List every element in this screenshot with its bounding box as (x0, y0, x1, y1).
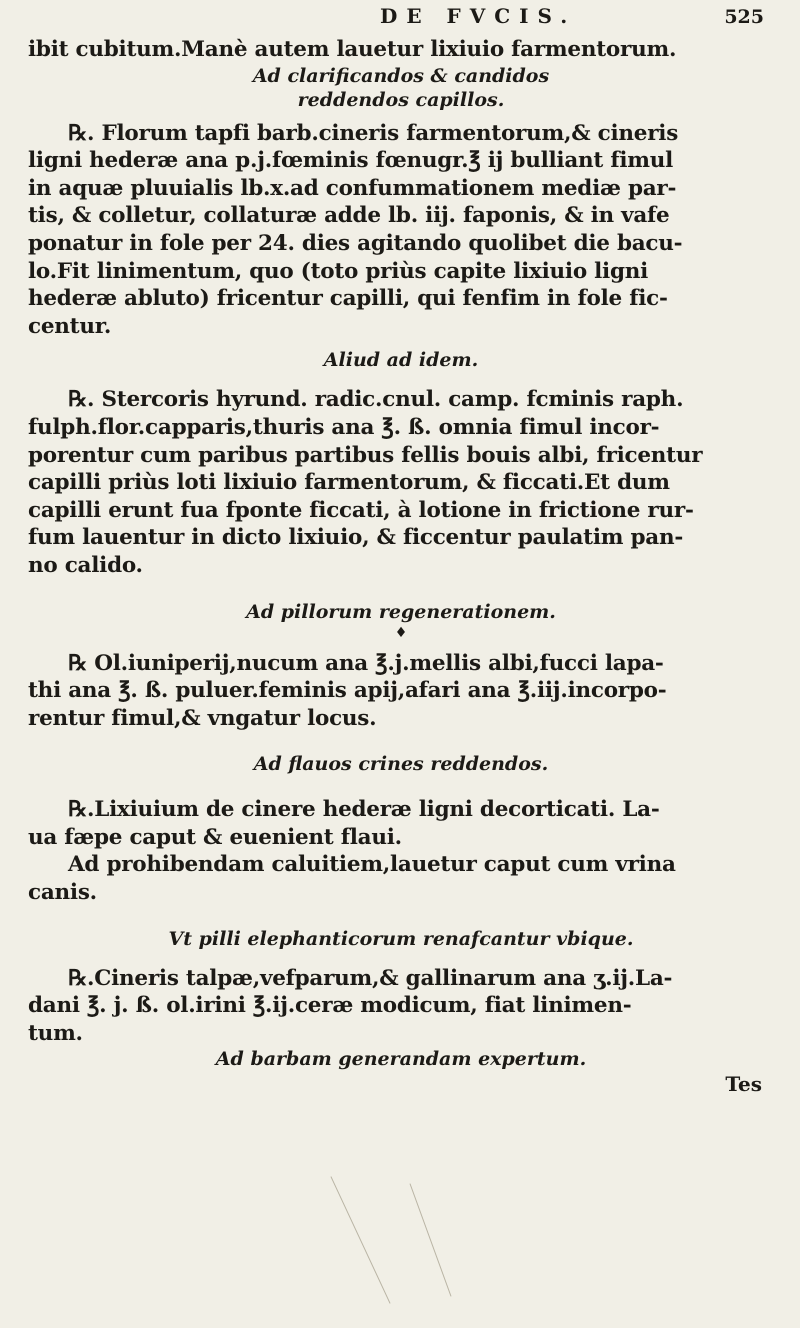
text-line: Ad prohibendam caluitiem,lauetur caput cum vrina (68, 852, 676, 878)
text-line: thi ana ℥. ß. puluer.feminis apij,afari ana ℥.iij.incorpo- (28, 678, 667, 704)
page-number: 525 (724, 6, 764, 28)
text-line: ligni hederæ ana p.j.fœminis fœnugr.℥ ij bulliant fimul (28, 148, 674, 174)
text-line: rentur fimul,& vngatur locus. (28, 705, 377, 731)
ornament-icon: ♦ (394, 624, 408, 641)
bleed-through-line (410, 1183, 452, 1296)
text-line: centur. (28, 313, 112, 339)
text-line: capilli erunt fua fponte ficcati, à lotione in frictione rur- (28, 497, 694, 523)
text-line: hederæ abluto) fricentur capilli, qui fenfim in fole fic- (28, 286, 668, 312)
text-line: ℞. Florum tapfi barb.cineris farmentorum,& cineris (68, 120, 679, 146)
section-heading: Ad clarificandos & candidos (252, 64, 550, 87)
section-heading: Vt pilli elephanticorum renafcantur vbique. (168, 927, 634, 950)
text-line: canis. (28, 880, 97, 906)
section-heading: Ad flauos crines reddendos. (253, 753, 549, 776)
section-heading: Ad barbam generandam expertum. (215, 1048, 587, 1071)
section-heading: reddendos capillos. (297, 88, 505, 111)
text-line: lo.Fit linimentum, quo (toto priùs capite lixiuio ligni (28, 258, 649, 284)
text-line: ℞.Cineris talpæ,vefparum,& gallinarum ana ʒ.ij.La- (68, 965, 673, 991)
running-title: DE FVCIS. (380, 4, 577, 28)
text-line: ℞.Lixiuium de cinere hederæ ligni decorticati. La- (68, 797, 660, 823)
text-line: capilli priùs loti lixiuio farmentorum, & ficcati.Et dum (28, 470, 670, 496)
section-heading: Aliud ad idem. (323, 349, 479, 372)
text-line: dani ℥. j. ß. ol.irini ℥.ij.ceræ modicum, fiat linimen- (28, 993, 632, 1019)
text-line: ℞ Ol.iuniperij,nucum ana ℥.j.mellis albi,fucci lapa- (68, 650, 664, 676)
text-line: porentur cum paribus partibus fellis bouis albi, fricentur (28, 442, 703, 468)
text-line: in aquæ pluuialis lb.x.ad confummationem mediæ par- (28, 175, 677, 201)
running-head (0, 2, 800, 36)
text-line: tis, & colletur, collaturæ adde lb. iij. faponis, & in vafe (28, 203, 670, 229)
text-line: ibit cubitum.Manè autem lauetur lixiuio farmentorum. (28, 37, 677, 62)
text-line: ponatur in fole per 24. dies agitando quolibet die bacu- (28, 230, 683, 256)
text-line: no calido. (28, 552, 143, 578)
text-block (28, 36, 774, 1097)
text-line: fulph.flor.capparis,thuris ana ℥. ß. omnia fimul incor- (28, 414, 660, 440)
text-line: fum lauentur in dicto lixiuio, & ficcentur paulatim pan- (28, 525, 684, 551)
text-line: tum. (28, 1020, 83, 1046)
section-heading: Ad pillorum regenerationem. (246, 600, 556, 623)
catchword: Tes (725, 1072, 762, 1097)
text-line: ℞. Stercoris hyrund. radic.cnul. camp. fcminis raph. (68, 387, 684, 413)
bleed-through-line (330, 1176, 390, 1303)
text-line: ua fæpe caput & euenient flaui. (28, 824, 402, 850)
